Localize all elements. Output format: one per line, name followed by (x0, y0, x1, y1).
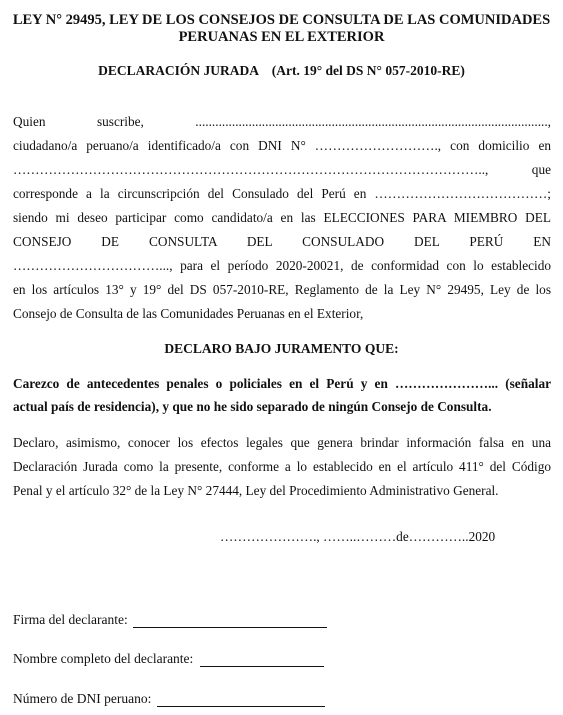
body-line-1: Quien suscribe, .........................................................................................................., (13, 114, 551, 129)
legal-notice-line-3: Penal y el artículo 32° de la Ley N° 27444, Ley del Procedimiento Administrativo General. (13, 483, 499, 498)
signature-field[interactable] (133, 627, 327, 628)
legal-notice-line-1: Declaro, asimismo, conocer los efectos legales que genera brindar información falsa en una (13, 435, 551, 450)
body-line-8: en los artículos 13° y 19° del DS 057-2010-RE, Reglamento de la Ley N° 29495, Ley de los (13, 282, 551, 297)
document-subtitle: DECLARACIÓN JURADA (Art. 19° del DS N° 057-2010-RE) (98, 63, 465, 78)
body-line-3: …………………………………………………………………………………………….., que (13, 162, 551, 177)
full-name-label: Nombre completo del declarante: (13, 651, 194, 666)
document-title-line-1: LEY N° 29495, LEY DE LOS CONSEJOS DE CONSULTA DE LAS COMUNIDADES (12, 12, 551, 28)
document-title-line-2: PERUANAS EN EL EXTERIOR (178, 29, 385, 45)
declaration-line-2: actual país de residencia), y que no he sido separado de ningún Consejo de Consulta. (13, 399, 492, 414)
dni-number-field[interactable] (157, 706, 325, 707)
body-line-4: corresponde a la circunscripción del Consulado del Perú en …………………………………; (13, 186, 551, 201)
date-line: …………………., ……..………de…………..2020 (220, 529, 496, 544)
declaration-heading: DECLARO BAJO JURAMENTO QUE: (164, 341, 399, 356)
dni-number-label: Número de DNI peruano: (13, 691, 152, 706)
body-line-6: CONSEJO DE CONSULTA DEL CONSULADO DEL PERÚ EN (13, 234, 551, 249)
declaration-line-1: Carezco de antecedentes penales o policiales en el Perú y en …………………... (señalar (13, 376, 551, 391)
legal-notice-line-2: Declaración Jurada como la presente, conforme a lo establecido en el artículo 411° del Código (13, 459, 551, 474)
body-line-2: ciudadano/a peruano/a identificado/a con DNI N° ………………………., con domicilio en (13, 138, 551, 153)
body-line-5: siendo mi deseo participar como candidato/a en las ELECCIONES PARA MIEMBRO DEL (13, 210, 551, 225)
signature-label: Firma del declarante: (13, 612, 128, 627)
body-line-7: ……………………………..., para el período 2020-20021, de conformidad con lo establecido (13, 258, 551, 273)
body-line-9: Consejo de Consulta de las Comunidades Peruanas en el Exterior, (13, 306, 364, 321)
full-name-field[interactable] (200, 666, 324, 667)
